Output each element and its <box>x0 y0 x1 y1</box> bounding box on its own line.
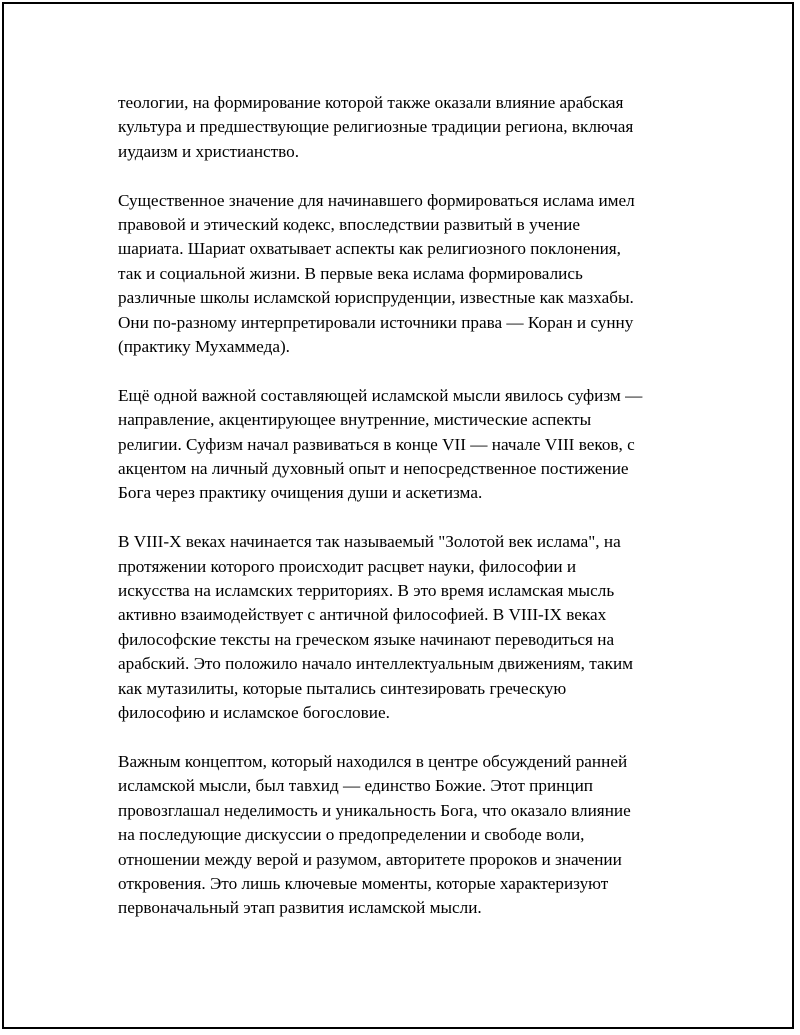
document-body <box>118 91 690 945</box>
text-line: так и социальной жизни. В первые века ислама формировались <box>118 263 583 283</box>
text-line: культура и предшествующие религиозные традиции региона, включая <box>118 117 634 137</box>
text-line: религии. Суфизм начал развиваться в конце VII — начале VIII веков, с <box>118 434 635 454</box>
text-line: откровения. Это лишь ключевые моменты, которые характеризуют <box>118 873 609 893</box>
paragraph <box>118 530 690 725</box>
text-line: различные школы исламской юриспруденции, известные как мазхабы. <box>118 288 634 308</box>
text-line: В VIII-X веках начинается так называемый "Золотой век ислама", на <box>118 532 621 552</box>
text-line: (практику Мухаммеда). <box>118 337 290 357</box>
text-line: акцентом на личный духовный опыт и непосредственное постижение <box>118 459 629 479</box>
text-line: теологии, на формирование которой также оказали влияние арабская <box>118 93 624 112</box>
text-line: на последующие дискуссии о предопределении и свободе воли, <box>118 825 585 845</box>
paragraph <box>118 384 690 506</box>
text-line: первоначальный этап развития исламской мысли. <box>118 898 482 918</box>
text-line: как мутазилиты, которые пытались синтезировать греческую <box>118 678 567 698</box>
text-line: искусства на исламских территориях. В это время исламская мысль <box>118 581 615 601</box>
text-line: Они по-разному интерпретировали источники права — Коран и сунну <box>118 312 634 332</box>
text-line: отношении между верой и разумом, авторитете пророков и значении <box>118 849 622 869</box>
text-line: Существенное значение для начинавшего формироваться ислама имел <box>118 190 635 210</box>
text-line: Бога через практику очищения души и аскетизма. <box>118 483 483 503</box>
text-line: философию и исламское богословие. <box>118 703 390 723</box>
text-line: иудаизм и христианство. <box>118 141 300 161</box>
text-line: Важным концептом, который находился в центре обсуждений ранней <box>118 751 628 771</box>
text-line: протяжении которого происходит расцвет науки, философии и <box>118 556 577 576</box>
text-line: исламской мысли, был тавхид — единство Божие. Этот принцип <box>118 776 593 796</box>
paragraph <box>118 91 690 164</box>
text-line: направление, акцентирующее внутренние, мистические аспекты <box>118 410 592 430</box>
text-line: Ещё одной важной составляющей исламской мысли явилось суфизм — <box>118 385 643 405</box>
text-line: арабский. Это положило начало интеллектуальным движениям, таким <box>118 654 634 674</box>
text-line: провозглашал неделимость и уникальность Бога, что оказало влияние <box>118 800 631 820</box>
paragraph <box>118 750 690 921</box>
text-line: шариата. Шариат охватывает аспекты как религиозного поклонения, <box>118 239 621 259</box>
text-line: правовой и этический кодекс, впоследствии развитый в учение <box>118 215 580 235</box>
paragraph <box>118 189 690 360</box>
text-line: философские тексты на греческом языке начинают переводиться на <box>118 629 615 649</box>
text-line: активно взаимодействует с античной философией. В VIII-IX веках <box>118 605 607 625</box>
